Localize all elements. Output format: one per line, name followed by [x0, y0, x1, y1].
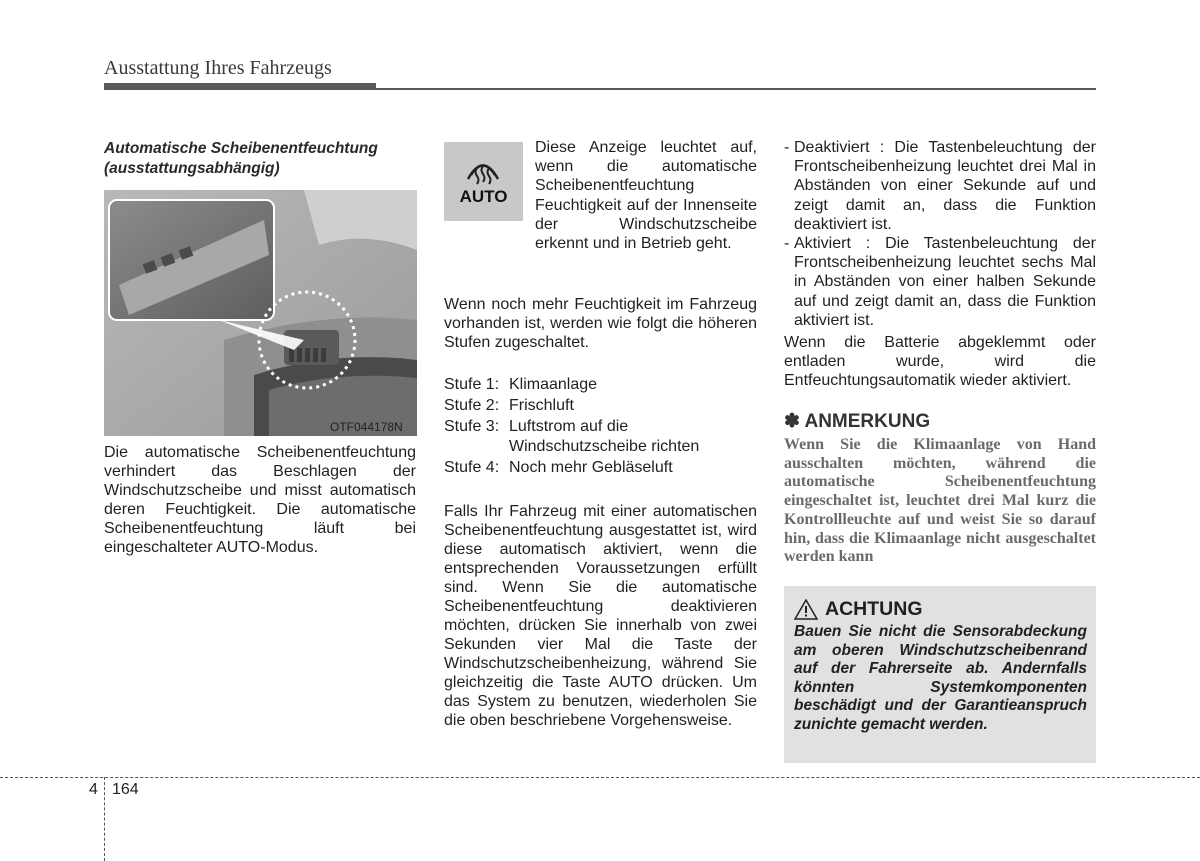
stage-label: Stufe 4:: [444, 459, 500, 477]
interior-mirror-photo: [104, 190, 417, 436]
stage-text: Noch mehr Gebläseluft: [509, 459, 673, 477]
stage-list: [444, 375, 757, 479]
footer-vertical-rule: [104, 777, 105, 861]
stage-text: Klimaanlage: [509, 376, 598, 393]
list-dash: -: [784, 235, 790, 253]
deactivation-paragraph: Falls Ihr Fahrzeug mit einer automatischen Scheibenentfeuchtung ausgestattet ist, wird diese automatisch aktiviert, wenn die entsprechenden Voraussetzungen erfüllt sind. Wenn Sie die automatische Scheibenentfeuchtung deaktivieren möchten, drücken Sie innerhalb von zwei Sekunden vier Mal die Taste der Windschutzscheibenheizung, während Sie gleichzeitig die Taste AUTO drücken. Um das System zu benutzen, wiederholen Sie die oben beschriebene Vorgehensweise.: [444, 503, 757, 729]
warning-body: Bauen Sie nicht die Sensorabdeckung am oberen Windschutzscheibenrand auf der Fahrerseite ab. Andernfalls könnten Systemkomponenten beschädigt und der Garantieanspruch zunichte gemacht werden.: [794, 623, 1087, 733]
warning-heading: [794, 598, 923, 621]
auto-label: AUTO: [459, 187, 508, 206]
list-text: Aktiviert : Die Tastenbeleuchtung der Frontscheibenheizung leuchtet sechs Mal in Abständen von einer halben Sekunde auf und zeigt damit an, dass die Funktion aktiviert ist.: [794, 235, 1096, 329]
stage-label: Stufe 1:: [444, 376, 500, 393]
indicator-paragraph: Diese Anzeige leuchtet auf, wenn die automatische Scheibenentfeuchtung Feuchtigkeit auf der Innenseite der Windschutzscheibe erkennt und in Betrieb geht.: [535, 139, 757, 253]
chapter-number: 4: [89, 781, 98, 798]
list-text: Deaktiviert : Die Tastenbeleuchtung der Frontscheibenheizung leuchtet drei Mal in Abständen von einer Sekunde auf und zeigt damit an, dass die Funktion deaktiviert ist.: [794, 139, 1096, 233]
warning-heading-text: ACHTUNG: [825, 598, 923, 620]
humidity-paragraph: Wenn noch mehr Feuchtigkeit im Fahrzeug vorhanden ist, werden wie folgt die höheren Stufen zugeschaltet.: [444, 296, 757, 351]
list-item: [784, 234, 1096, 330]
list-dash: -: [784, 139, 790, 156]
stage-label: Stufe 2:: [444, 396, 500, 414]
status-list: [784, 138, 1096, 330]
note-body: Wenn Sie die Klimaanlage von Hand ausschalten möchten, während die automatische Scheibenentfeuchtung eingeschaltet ist, leuchtet drei Mal kurz die Kontrollleuchte auf und weist Sie so darauf hin, dass die Klimaanlage nicht ausgeschaltet werden kann: [784, 436, 1096, 566]
footer-dashed-rule: [0, 777, 1200, 778]
battery-paragraph: Wenn die Batterie abgeklemmt oder entladen wurde, wird die Entfeuchtungsautomatik wieder aktiviert.: [784, 334, 1096, 390]
list-item: [784, 138, 1096, 234]
defrost-auto-icon: [444, 142, 523, 221]
stage-text: Frischluft: [509, 396, 574, 414]
stage-label: Stufe 3:: [444, 417, 500, 435]
page-number: 164: [112, 781, 139, 798]
defrost-symbol: [444, 142, 523, 221]
header-rule-thick: [104, 83, 376, 90]
note-heading: ✽ ANMERKUNG: [784, 411, 931, 432]
interior-mirror-illustration: [104, 190, 417, 436]
warning-triangle-icon: [794, 599, 818, 620]
photo-code: OTF044178N: [330, 420, 403, 434]
header-rule-thin: [376, 88, 1096, 90]
list-item: [444, 396, 757, 417]
section-heading-line1: Automatische Scheibenentfeuchtung: [104, 140, 378, 157]
list-item: [444, 458, 757, 479]
list-item: [444, 417, 757, 459]
section-heading: [104, 139, 416, 179]
intro-paragraph: Die automatische Scheibenentfeuchtung verhindert das Beschlagen der Windschutzscheibe und misst automatisch deren Feuchtigkeit. Die automatische Scheibenentfeuchtung läuft bei eingeschalteter AUTO-Modus.: [104, 444, 416, 556]
section-heading-line2: (ausstattungsabhängig): [104, 160, 280, 177]
stage-text: Luftstrom auf die Windschutzscheibe richten: [509, 417, 700, 456]
page-header-title: Ausstattung Ihres Fahrzeugs: [104, 57, 332, 79]
list-item: [444, 375, 757, 396]
